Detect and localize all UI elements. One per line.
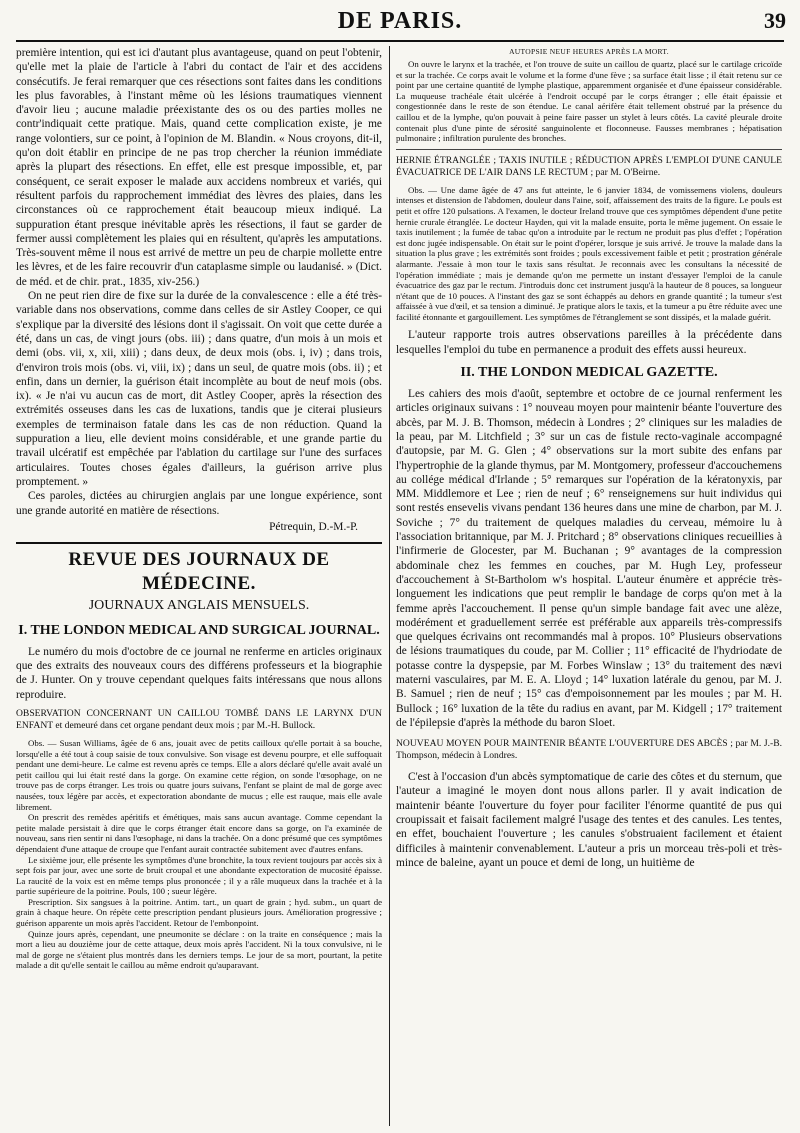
- observation-paragraph: Prescription. Six sangsues à la poitrine. Antim. tart., un quart de grain ; hyd. subm., un quart de grain à chaque heure. On répète cette prescription pendant plusieurs jours. Amélioration progressive ; guérison apparente un mois après l'accident. Retour de l'embonpoint.: [16, 896, 382, 929]
- section-divider: [396, 149, 782, 150]
- observation-paragraph: On prescrit des remèdes apéritifs et émétiques, mais sans aucun avantage. Comme cependant la petite malade persistait à dire que le corps étranger était encore dans sa gorge, on l'a examinée de nouveau, sans rien sentir ni dans l'œsophage, ni dans la trachée. On a donc présumé que ces symptômes dépendaient d'une attaque de croupe que l'enfant aurait contractée subitement avec d'autres enfans.: [16, 812, 382, 854]
- intro-paragraph: Le numéro du mois d'octobre de ce journal ne renferme en articles originaux que des extraits des nouveaux cours des différens professeurs et la biographie de J. Hunter. On y trouve cependant quelques faits intéressans que nous allons reproduire.: [16, 645, 382, 701]
- hernia-observation: Obs. — Une dame âgée de 47 ans fut atteinte, le 6 janvier 1834, de vomissemens violens, douleurs intenses et distension de l'abdomen, douleur dans l'aine, soif, affaissement des traits de la figure. Le pouls est petit et offre 120 pulsations. A l'examen, le docteur Ireland trouve que ces symptômes dépendent d'une petite hernie crurale étranglée. Le docteur Hayden, qui vit la malade ensuite, porta le même jugement. On essaie le taxis inutilement ; la fumée de tabac qu'on a introduite par le rectum ne produit pas plus d'effet ; l'opération est donc jugée indispensable. On était sur le point d'opérer, lorsque je suis arrivé. Je trouve la malade dans la situation la plus grave ; les extrémités sont froides ; pouls excessivement faible et petit ; prostration générale alarmante. J'essaie à mon tour le taxis sans résultat. Je reconnais avec les consultans la nécessité de l'opération immédiate ; mais je demande qu'on me permette un instant d'essayer l'emploi de la canule évacuatrice des gaz par le rectum. J'introduis donc cet instrument jusqu'à la hauteur de 8 pouces, sa longueur n'étant que de 10 pouces. A l'instant des gaz se sont échappés au dehors en grande quantité ; la tumeur s'est affaissée à vue d'œil, et sa tension a diminué. Je pratique alors le taxis, et la tumeur a pu être réduite avec une facilité étonnante et gargouillement. Les symptômes de l'étranglement se sont dissipés, et la malade guérit.: [396, 184, 782, 322]
- abscess-heading: NOUVEAU MOYEN POUR MAINTENIR BÉANTE L'OUVERTURE DES ABCÈS ; par M. J.-B. Thompson, médecin à Londres.: [396, 738, 782, 762]
- right-column: [396, 46, 782, 1126]
- page-header: [0, 0, 800, 40]
- paragraph: Les cahiers des mois d'août, septembre et octobre de ce journal renferment les articles originaux suivans : 1° nouveau moyen pour maintenir béante l'ouverture des abcès, par M. J. B. Thomson, médecin à Londres ; 2° cliniques sur les maladies de la peau, par M. Litchfield ; 3° sur un cas de fistule recto-vaginale accompagné d'autopsie, par M. G. Glen ; 4° observations sur la mort subite des enfans par l'hypertrophie de la glande thymus, par M. Montgomery, professeur d'accouchemens au collége médical d'Irlande ; 5° remarques sur l'opération de la kératonyxis, par MM. Middlemore et Lee ; rien de neuf ; 6° renseignemens sur huit individus qui sont restés ensevelis vivans pendant 136 heures dans une mine de charbon, par M. J. Soviche ; 7° du traitement de quelques maladies du cerveau, mémoire lu à l'association britannique, par M. J. Pritchard ; 8° observations cliniques recueillies à l'infirmerie de Glocester, par M. Buchanan ; 9° avantages de la compression abdominale chez les femmes en couches, par M. Hugh Ley, professeur d'accouchement à St-Bartholom w's hospital. L'auteur énumère et apprécie très-longuement les indications que peut remplir le bandage de corps qu'on met à la femme après l'accouchement. Il pense qu'un simple bandage fait avec une alèze, modérément et graduellement serrée est préférable aux appareils très-compressifs que quelques écrivains ont recommandés mal à propos. 10° Plusieurs observations de lésions traumatiques du coude, par M. Collier ; 11° efficacité de l'hydriodate de potasse contre la dyspepsie, par M. Forbes Winslaw ; 13° du traitement des nævi materni vasculaires, par M. E. A. Lloyd ; 14° luxation latérale du genou, par M. J. B. Samuel ; rien de neuf ; 15° cas d'empoisonnement par les moules ; par M. H. Bullock ; 16° luxation de la tête du radius en avant, par M. Kidgell ; 17° traitement de l'épilepsie d'après la méthode du baron Sloet.: [396, 388, 782, 729]
- author-signature: Pétrequin, D.-M.-P.: [269, 520, 358, 533]
- section-divider: [16, 542, 382, 544]
- paragraph: première intention, qui est ici d'autant plus avantageuse, quand on peut l'obtenir, qu'elle met la plaie de l'article à l'abri du contact de l'air et des accidens consécutifs. Je ferai remarquer que ces résections sont faites dans les conditions les plus favorables, à l'instant même où les lésions traumatiques viennent d'avoir lieu ; aucune maladie préexistante des os ou des parties molles ne contr'indiquait cette pratique. Mais, quand cette complication existe, je me range volontiers, sur ce point, à l'opinion de M. Blandin. « Nous croyons, dit-il, qu'on doit établir en principe de ne pas trop chercher la réunion immédiate après la plupart des résections. En effet, elle est presque impossible, et, par conséquent, ce serait exposer le malade aux accidens nombreux et variés, qui résultent parfois du rapprochement immédiat des lèvres des plaies, dans les circonstances où ce rapprochement était beaucoup mieux indiqué. La suppuration étant presque inévitable après les résections, il faut se garder de fermer aussi complètement les plaies qui en résultent, qu'après les amputations. Très-souvent même il nous est arrivé de mettre un peu de charpie mollette entre les lèvres, et de les faire recouvrir d'un cataplasme simple ou laudanisé. » (Dict. de méd. et de chir. prat., 1835, xiv-256.): [16, 47, 382, 288]
- observation-paragraph: Quinze jours après, cependant, une pneumonite se déclare : on la traite en conséquence ; mais la mort a lieu au douzième jour de cette attaque, deux mois après l'accident. Ni la toux convulsive, ni le mal de gorge ne s'étaient plus montrés dans les derniers temps. Le jour de sa mort, pourtant, la petite malade a dit qu'elle sentait le caillou au même endroit qu'auparavant.: [16, 928, 382, 971]
- review-subtitle: JOURNAUX ANGLAIS MENSUELS.: [88, 597, 310, 613]
- paragraph: L'auteur rapporte trois autres observations pareilles à la précédente dans lesquelles l'emploi du tube en permanence a produit des effets aussi heureux.: [396, 329, 782, 356]
- paragraph: On ne peut rien dire de fixe sur la durée de la convalescence : elle a été très-variable dans nos observations, comme dans celles de sir Astley Cooper, ce qui s'explique par la diversité des lésions dont il s'agissait. On voit que cette durée a été, dans un cas, de vingt jours (obs. iii) ; dans quatre, d'un mois à un mois et demi (obs. vii, x, xii, xiii) ; dans deux, de deux mois (obs. i, iv) ; dans trois, d'environ trois mois (obs. vi, viii, ix) ; dans un seul, de quatre mois (obs. ii) ; et enfin, dans un dernier, la guérison était incomplète au bout de neuf mois (obs. ix). « Je n'ai vu aucun cas de mort, dit Astley Cooper, après la résection des extrémités osseuses dans les cas de luxations, tandis que je citerai plusieurs exemples de terminaison fatale dans les cas de non réduction. Quand la suppuration a lieu, elle devient moins considérable, et une grande partie du travail ulcératif est empêchée par l'ablation du cartilage sur l'une des surfaces articulaires. Toutes choses égales d'ailleurs, la guérison arrive plus promptement. »: [16, 290, 382, 488]
- column-divider: [389, 46, 390, 1126]
- autopsy-paragraph: On ouvre le larynx et la trachée, et l'on trouve de suite un caillou de quartz, placé sur le cartilage cricoïde et sur la trachée. Ce corps avait le volume et la forme d'une fève ; sa surface était lisse ; il était retenu sur ce point par une certaine quantité de lymphe plastique, apparemment organisée et d'une épaisseur considérable. La muqueuse trachéale était ulcérée à l'endroit occupé par le corps étranger ; elle était épaissie et congestionnée dans le reste de son étendue. Le canal aérifère était tellement obstrué par la présence du caillou et de la lymphe, qu'on pouvait à peine faire passer un stylet à leurs côtés. La cavité pleurale droite contenait plus d'une pinte de sérosité sanguinolente et floconneuse. Fausses membranes ; hépatisation pulmonaire ; infiltration purulente des bronches.: [396, 59, 782, 144]
- running-head: AUTOPSIE NEUF HEURES APRÈS LA MORT.: [509, 47, 669, 56]
- section-heading: I. THE LONDON MEDICAL AND SURGICAL JOURNAL.: [18, 622, 380, 638]
- paragraph: Ces paroles, dictées au chirurgien anglais par une longue expérience, sont une grande autorité en matière de résections.: [16, 490, 382, 517]
- observation-paragraph: Le sixième jour, elle présente les symptômes d'une bronchite, la toux revient toujours par accès six à sept fois par jour, avec une sorte de bruit croupal et une abondante expectoration de mucosité épaisse. La raucité de la voix est en même temps plus prononcée ; il y a râle muqueux dans la trachée et à la partie supérieure de la poitrine. Pouls, 100 ; sueur légère.: [16, 854, 382, 897]
- paragraph: C'est à l'occasion d'un abcès symptomatique de carie des côtes et du sternum, que l'auteur a imaginé le moyen dont nous allons parler. Il y avait indication de maintenir béante l'ouverture du foyer pour faciliter l'énorme quantité de pus qui croupissait et faisait facilement malgré l'usage des tentes et des canules. Les tentes, en effet, bouchaient l'ouverture ; les canules s'obstruaient facilement et étaient difficiles à maintenir convenablement. L'auteur a pris un morceau très-poli et très-mince de baleine, ayant un pouce et demi de long, un huitième de: [396, 771, 782, 869]
- observation-paragraph: Obs. — Susan Williams, âgée de 6 ans, jouait avec de petits cailloux qu'elle portait à sa bouche, lorsqu'elle a été tout à coup saisie de toux convulsive. Son visage est devenu pourpre, et elle suffoquait pendant une demi-heure. Le calme est revenu après ce temps. Elle a alors déclaré qu'elle avait avalé un petit caillou qui lui était resté dans la gorge. On examine cette région, on sonde l'œsophage, on ne trouve pas de corps étranger. Les trois ou quatre jours suivans, l'enfant se plaint de mal de gorge avec nausées, toux légère par accès, et expectoration abondante de mucus ; elle est rauque, mais elle avale librement.: [16, 737, 382, 812]
- hernia-heading: HERNIE ÉTRANGLÉE ; TAXIS INUTILE ; RÉDUCTION APRÈS L'EMPLOI D'UNE CANULE ÉVACUATRICE DE L'AIR DANS LE RECTUM ; par M. O'Beirne.: [396, 154, 782, 178]
- page-title: DE PARIS.: [337, 8, 463, 34]
- section-heading: II. THE LONDON MEDICAL GAZETTE.: [460, 365, 718, 381]
- left-column: [16, 46, 382, 1126]
- header-rule: [16, 40, 784, 42]
- page-number: 39: [764, 8, 786, 33]
- review-title: REVUE DES JOURNAUX DE MÉDECINE.: [68, 548, 330, 594]
- observation-heading: OBSERVATION CONCERNANT UN CAILLOU TOMBÉ DANS LE LARYNX D'UN ENFANT et demeuré dans cet organe pendant deux mois ; par M.-H. Bullock.: [16, 707, 382, 731]
